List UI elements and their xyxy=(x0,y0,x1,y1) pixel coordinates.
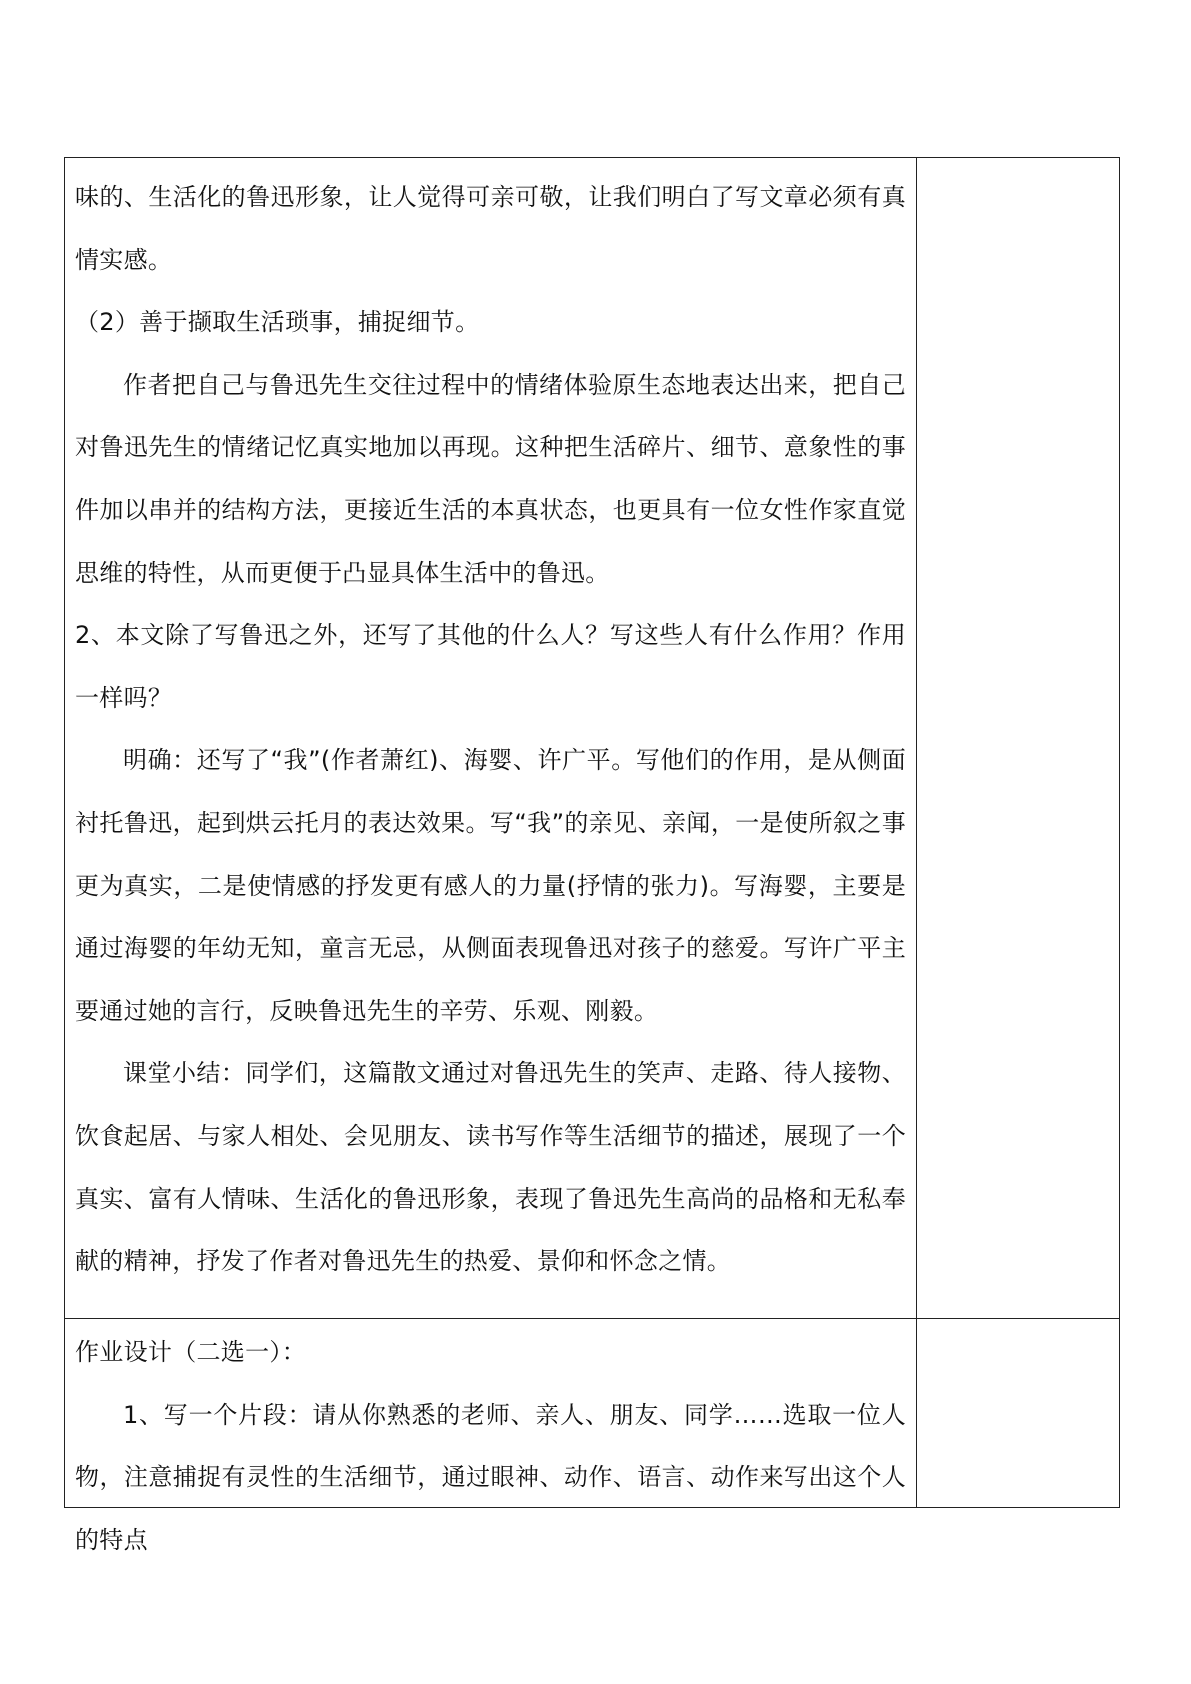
notes-cell xyxy=(917,1319,1120,1508)
paragraph-body: 作者把自己与鲁迅先生交往过程中的情绪体验原生态地表达出来，把自己对鲁迅先生的情绪记忆真实地加以再现。这种把生活碎片、细节、意象性的事件加以串并的结构方法，更接近生活的本真状态，也更具有一位女性作家直觉思维的特性，从而更便于凸显具体生活中的鲁迅。 xyxy=(75,370,906,587)
paragraph-summary: 课堂小结：同学们，这篇散文通过对鲁迅先生的笑声、走路、待人接物、饮食起居、与家人相处、会见朋友、读书写作等生活细节的描述，展现了一个真实、富有人情味、生活化的鲁迅形象，表现了鲁迅先生高尚的品格和无私奉献的精神，抒发了作者对鲁迅先生的热爱、景仰和怀念之情。 xyxy=(75,1059,906,1276)
homework-item: 1、写一个片段：请从你熟悉的老师、亲人、朋友、同学……选取一位人物，注意捕捉有灵性的生活细节，通过眼神、动作、语言、动作来写出这个人的特点 xyxy=(75,1400,906,1554)
paragraph-answer: 明确：还写了“我”(作者萧红)、海婴、许广平。写他们的作用，是从侧面衬托鲁迅，起到烘云托月的表达效果。写“我”的亲见、亲闻，一是使所叙之事更为真实，二是使情感的抒发更有感人的力量(抒情的张力)。写海婴，主要是通过海婴的年幼无知，童言无忌，从侧面表现鲁迅对孩子的慈爱。写许广平主要通过她的言行，反映鲁迅先生的辛劳、乐观、刚毅。 xyxy=(75,746,906,1025)
paragraph-continuation: 味的、生活化的鲁迅形象，让人觉得可亲可敬，让我们明白了写文章必须有真情实感。 xyxy=(75,183,906,274)
homework-heading: 作业设计（二选一）： xyxy=(75,1338,306,1366)
paragraph-subheading: （2）善于撷取生活琐事，捕捉细节。 xyxy=(75,308,480,337)
table-row xyxy=(65,158,1120,1319)
paragraph-question: 2、本文除了写鲁迅之外，还写了其他的什么人？写这些人有什么作用？作用一样吗？ xyxy=(75,621,906,712)
lesson-plan-table xyxy=(64,157,1120,1554)
notes-cell xyxy=(917,158,1120,1319)
homework-cell xyxy=(65,1319,917,1554)
table-row xyxy=(65,1319,1120,1508)
content-cell xyxy=(65,158,917,1319)
